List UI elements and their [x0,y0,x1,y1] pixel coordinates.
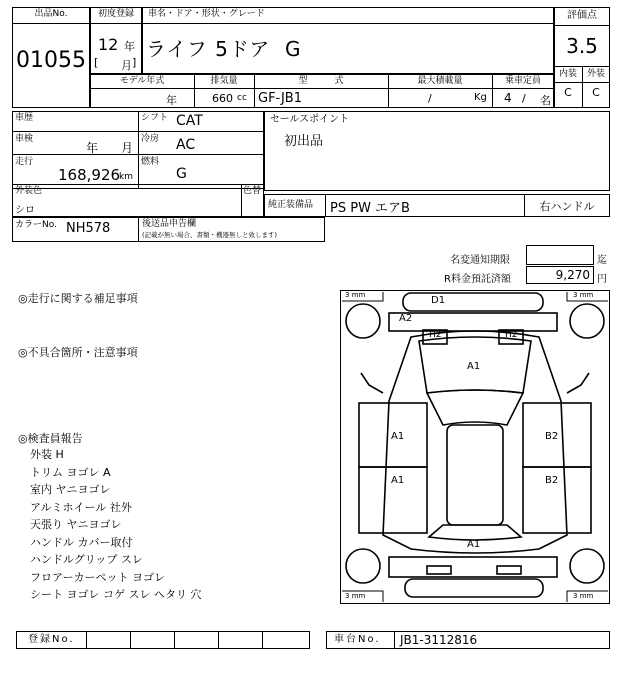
sales-point-label: セールスポイント [270,114,350,125]
inspection-label: 車検 [15,134,34,144]
damage-mark-front-valance: A2 [399,313,413,324]
name-change-deadline-label: 名変通知期限 [450,255,510,266]
registration-year-unit: 年 [124,40,135,53]
shift-label: シフト [141,113,169,123]
score-value: 3.5 [566,34,598,58]
damage-mark-right-rear-door: B2 [545,475,559,486]
rear-valance [405,579,543,597]
equipment-value: PS PW エアB [330,201,410,216]
exterior-grade: C [592,86,600,99]
exterior-color-label: 外装色 [15,186,43,196]
lot-number: 01055 [16,48,86,73]
displacement-label: 排気量 [210,76,238,86]
exterior-color-value: シロ [15,205,35,216]
left-mirror [361,373,383,393]
shift-value: CAT [176,113,203,129]
damage-mark-front-bumper: D1 [431,295,446,306]
lot-number-label: 出品No. [34,9,68,19]
mileage-value: 168,926 [58,166,121,184]
model-code: GF-JB1 [258,91,302,106]
ac-label: 冷房 [141,134,160,144]
exterior-label: 外装 [586,69,605,79]
capacity-slash: / [522,92,526,105]
damage-mark-headlamp-left: H2 [429,330,442,340]
max-load-label: 最大積載量 [417,76,463,86]
recycle-fee-value: 9,270 [555,268,590,282]
model-year-unit: 年 [166,94,177,107]
damage-mark-right-front-door: B2 [545,431,559,442]
damage-mark-left-front-door: A1 [391,431,405,442]
model-year-label: モデル年式 [119,76,165,86]
registration-month-unit: 月 [121,59,132,72]
inspector-line: 天張り ヤニヨゴレ [30,518,122,531]
damage-mark-left-rear-door: A1 [391,475,405,486]
ac-value: AC [176,137,196,153]
inspector-line: ハンドル カバー取付 [30,535,133,549]
capacity: 4 [504,91,512,105]
name-change-deadline-field [526,245,594,265]
displacement-unit: cc [237,93,247,103]
score-label: 評価点 [567,10,597,21]
steering-value: 右ハンドル [539,200,595,213]
delivery-label: 後送品申告欄 [142,219,197,229]
history-label: 車歴 [15,113,34,123]
chassis-number-label: 車台No. [334,634,381,645]
inspector-line: ハンドルグリップ スレ [30,553,143,566]
repaint-label: 色替 [243,186,262,196]
mileage-unit: km [119,172,133,182]
tread-depth-rear-right: 3 mm [573,592,594,600]
inspector-line: 室内 ヤニヨゴレ [30,483,111,496]
max-load-slash: / [428,92,432,105]
model-code-label: 型 式 [298,76,344,86]
car-name-label: 車名・ドア・形状・グレード [148,9,265,19]
fuel-value: G [176,166,187,182]
month-bracket-close: ] [132,56,137,69]
tread-depth-rear-left: 3 mm [345,592,366,600]
car-name: ライフ 5ドア G [146,37,302,61]
inspector-report-list [30,446,201,604]
car-damage-diagram [340,290,610,604]
displacement: 660 [212,92,233,105]
exterior-color-box [12,184,264,217]
tread-depth-boxes [342,292,608,602]
registration-number-label: 登録No. [28,634,75,645]
fuel-label: 燃料 [141,157,160,167]
tread-depth-front-left: 3 mm [345,291,366,299]
damage-mark-hood: A1 [467,361,481,372]
driving-notes-header: ◎走行に関する補足事項 [18,292,138,305]
inspector-line: アルミホイール 社外 [30,500,132,514]
mileage-label: 走行 [15,157,34,167]
capacity-unit: 名 [540,94,551,107]
color-number-label: カラーNo. [15,220,57,230]
tread-depth-front-right: 3 mm [573,291,594,299]
inspector-line: トリム ヨゴレ A [30,465,111,479]
inspection-month-unit: 月 [121,141,134,155]
color-number-value: NH578 [66,221,111,236]
name-change-deadline-unit: 迄 [597,255,607,266]
inspection-year-unit: 年 [86,141,99,155]
month-bracket-open: [ [94,56,99,69]
damage-mark-rear-bumper: A1 [467,539,481,550]
rear-bumper [389,557,557,577]
right-mirror [567,373,589,393]
inspector-report-header: ◎検査員報告 [18,432,83,445]
front-valance [389,313,557,331]
registration-year: 12 [98,35,119,54]
max-load-unit: Kg [474,92,487,103]
interior-grade: C [564,86,572,99]
windshield [427,390,523,425]
rear-lamp-right [497,566,521,574]
front-bumper [403,293,543,311]
inspector-line: シート ヨゴレ コゲ スレ ヘタリ 穴 [30,588,202,601]
recycle-fee-label: R料金預託済額 [444,274,511,285]
first-registration-label: 初度登録 [97,9,134,19]
inspector-line: 外装 H [30,448,64,461]
interior-label: 内装 [558,69,577,79]
roof [447,425,503,525]
rear-lamp-left [427,566,451,574]
capacity-label: 乗車定員 [504,76,541,86]
delivery-note: (記載が無い場合、書類・機器無しと致します) [142,231,278,239]
inspector-line: フロアーカーペット ヨゴレ [30,570,165,584]
sales-point-value: 初出品 [284,134,324,149]
rear-window [429,525,521,540]
defect-notes-header: ◎不具合箇所・注意事項 [18,346,138,359]
damage-mark-headlamp-right: H2 [505,330,518,340]
chassis-number-value: JB1-3112816 [400,633,478,647]
equipment-label: 純正装備品 [268,200,314,210]
recycle-fee-unit: 円 [597,274,607,285]
